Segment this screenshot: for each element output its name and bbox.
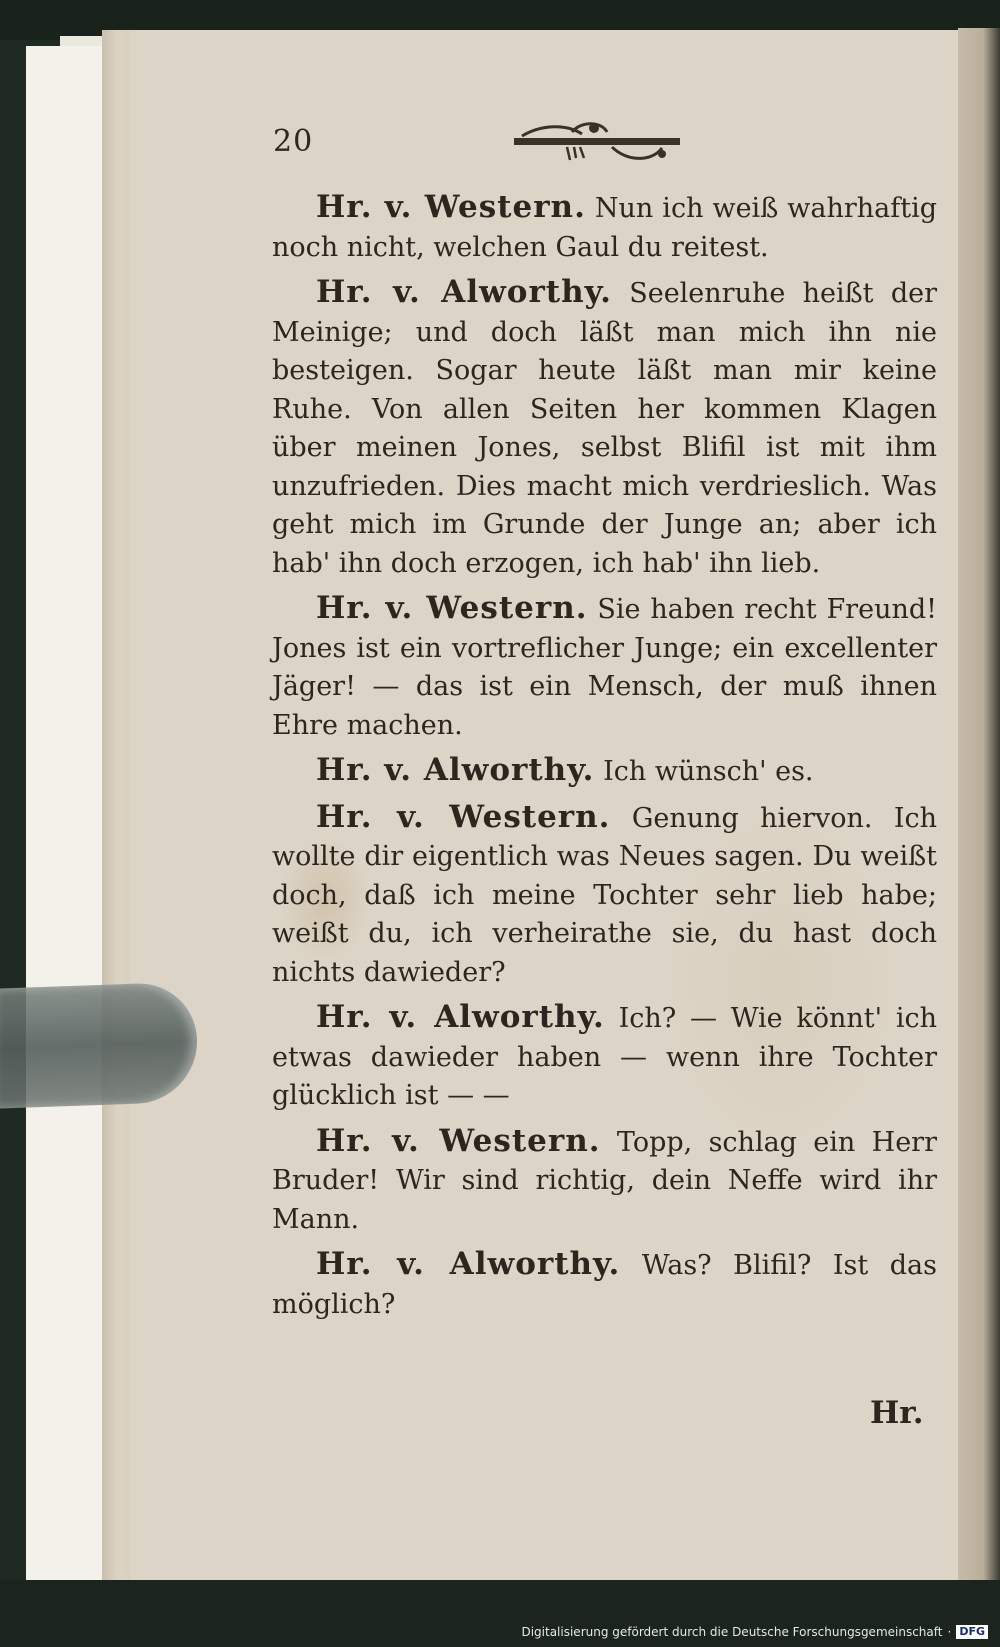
speaker-name: Hr. v. Western. [316, 1122, 601, 1159]
dialogue-paragraph [272, 798, 937, 993]
speaker-name: Hr. v. Alworthy. [316, 274, 612, 310]
speaker-name: Hr. v. Western. [316, 590, 588, 626]
page-number: 20 [273, 124, 314, 159]
dialogue-text: Genung hiervon. Ich wollte dir eigentlich was Neues sagen. Du weißt doch, daß ich meine Tochter sehr lieb habe; weißt du, ich verheirathe sie, du hast doch nichts dawieder? [272, 802, 938, 988]
speaker-name: Hr. v. Western. [316, 189, 586, 225]
speaker-name: Hr. v. Alworthy. [316, 1246, 621, 1282]
dialogue-paragraph [272, 751, 937, 792]
dialogue-text: Nun ich weiß wahrhaftig noch nicht, welchen Gaul du reitest. [272, 193, 937, 263]
page-right-edge [958, 28, 1000, 1583]
dialogue-paragraph [272, 273, 937, 583]
digitization-credit: Digitalisierung gefördert durch die Deutsche Forschungsgemeinschaft · DFG [521, 1625, 988, 1639]
speaker-name: Hr. v. Alworthy. [316, 999, 605, 1035]
ornament-icon [512, 118, 682, 168]
dialogue-text: Sie haben recht Freund! Jones ist ein vortreflicher Junge; ein excellenter Jäger! — das ist ein Mensch, der muß ihnen Ehre machen. [272, 594, 937, 741]
dialogue-text: Seelenruhe heißt der Meinige; und doch läßt man mich ihn nie besteigen. Sogar heute läßt man mir keine Ruhe. Von allen Seiten her kommen Klagen über meinen Jones, selbst Blifil ist mit ihm unzufrieden. Dies macht mich verdrieslich. Was geht mich im Grunde der Junge an; aber ich hab' ihn doch erzogen, ich hab' ihn lieb. [272, 278, 937, 579]
text-block [272, 188, 937, 1330]
dialogue-text: Was? Blifil? Ist das möglich? [272, 1250, 937, 1320]
speaker-name: Hr. v. Western. [316, 798, 611, 835]
dialogue-paragraph [272, 1122, 937, 1240]
dialogue-paragraph [272, 589, 937, 745]
catchword: Hr. [870, 1395, 924, 1431]
dialogue-paragraph [272, 998, 937, 1116]
credit-text: Digitalisierung gefördert durch die Deutsche Forschungsgemeinschaft [521, 1625, 943, 1639]
dialogue-text: Ich? — Wie könnt' ich etwas dawieder haben — wenn ihre Tochter glücklich ist — — [272, 1003, 937, 1111]
glass-page-weight [0, 982, 197, 1109]
dfg-logo-icon: DFG [956, 1625, 988, 1639]
dialogue-paragraph [272, 1245, 937, 1324]
dialogue-text: Topp, schlag ein Herr Bruder! Wir sind richtig, dein Neffe wird ihr Mann. [272, 1126, 937, 1235]
dialogue-paragraph [272, 188, 937, 267]
dialogue-text: Ich wünsch' es. [603, 756, 814, 787]
speaker-name: Hr. v. Alworthy. [316, 752, 595, 788]
